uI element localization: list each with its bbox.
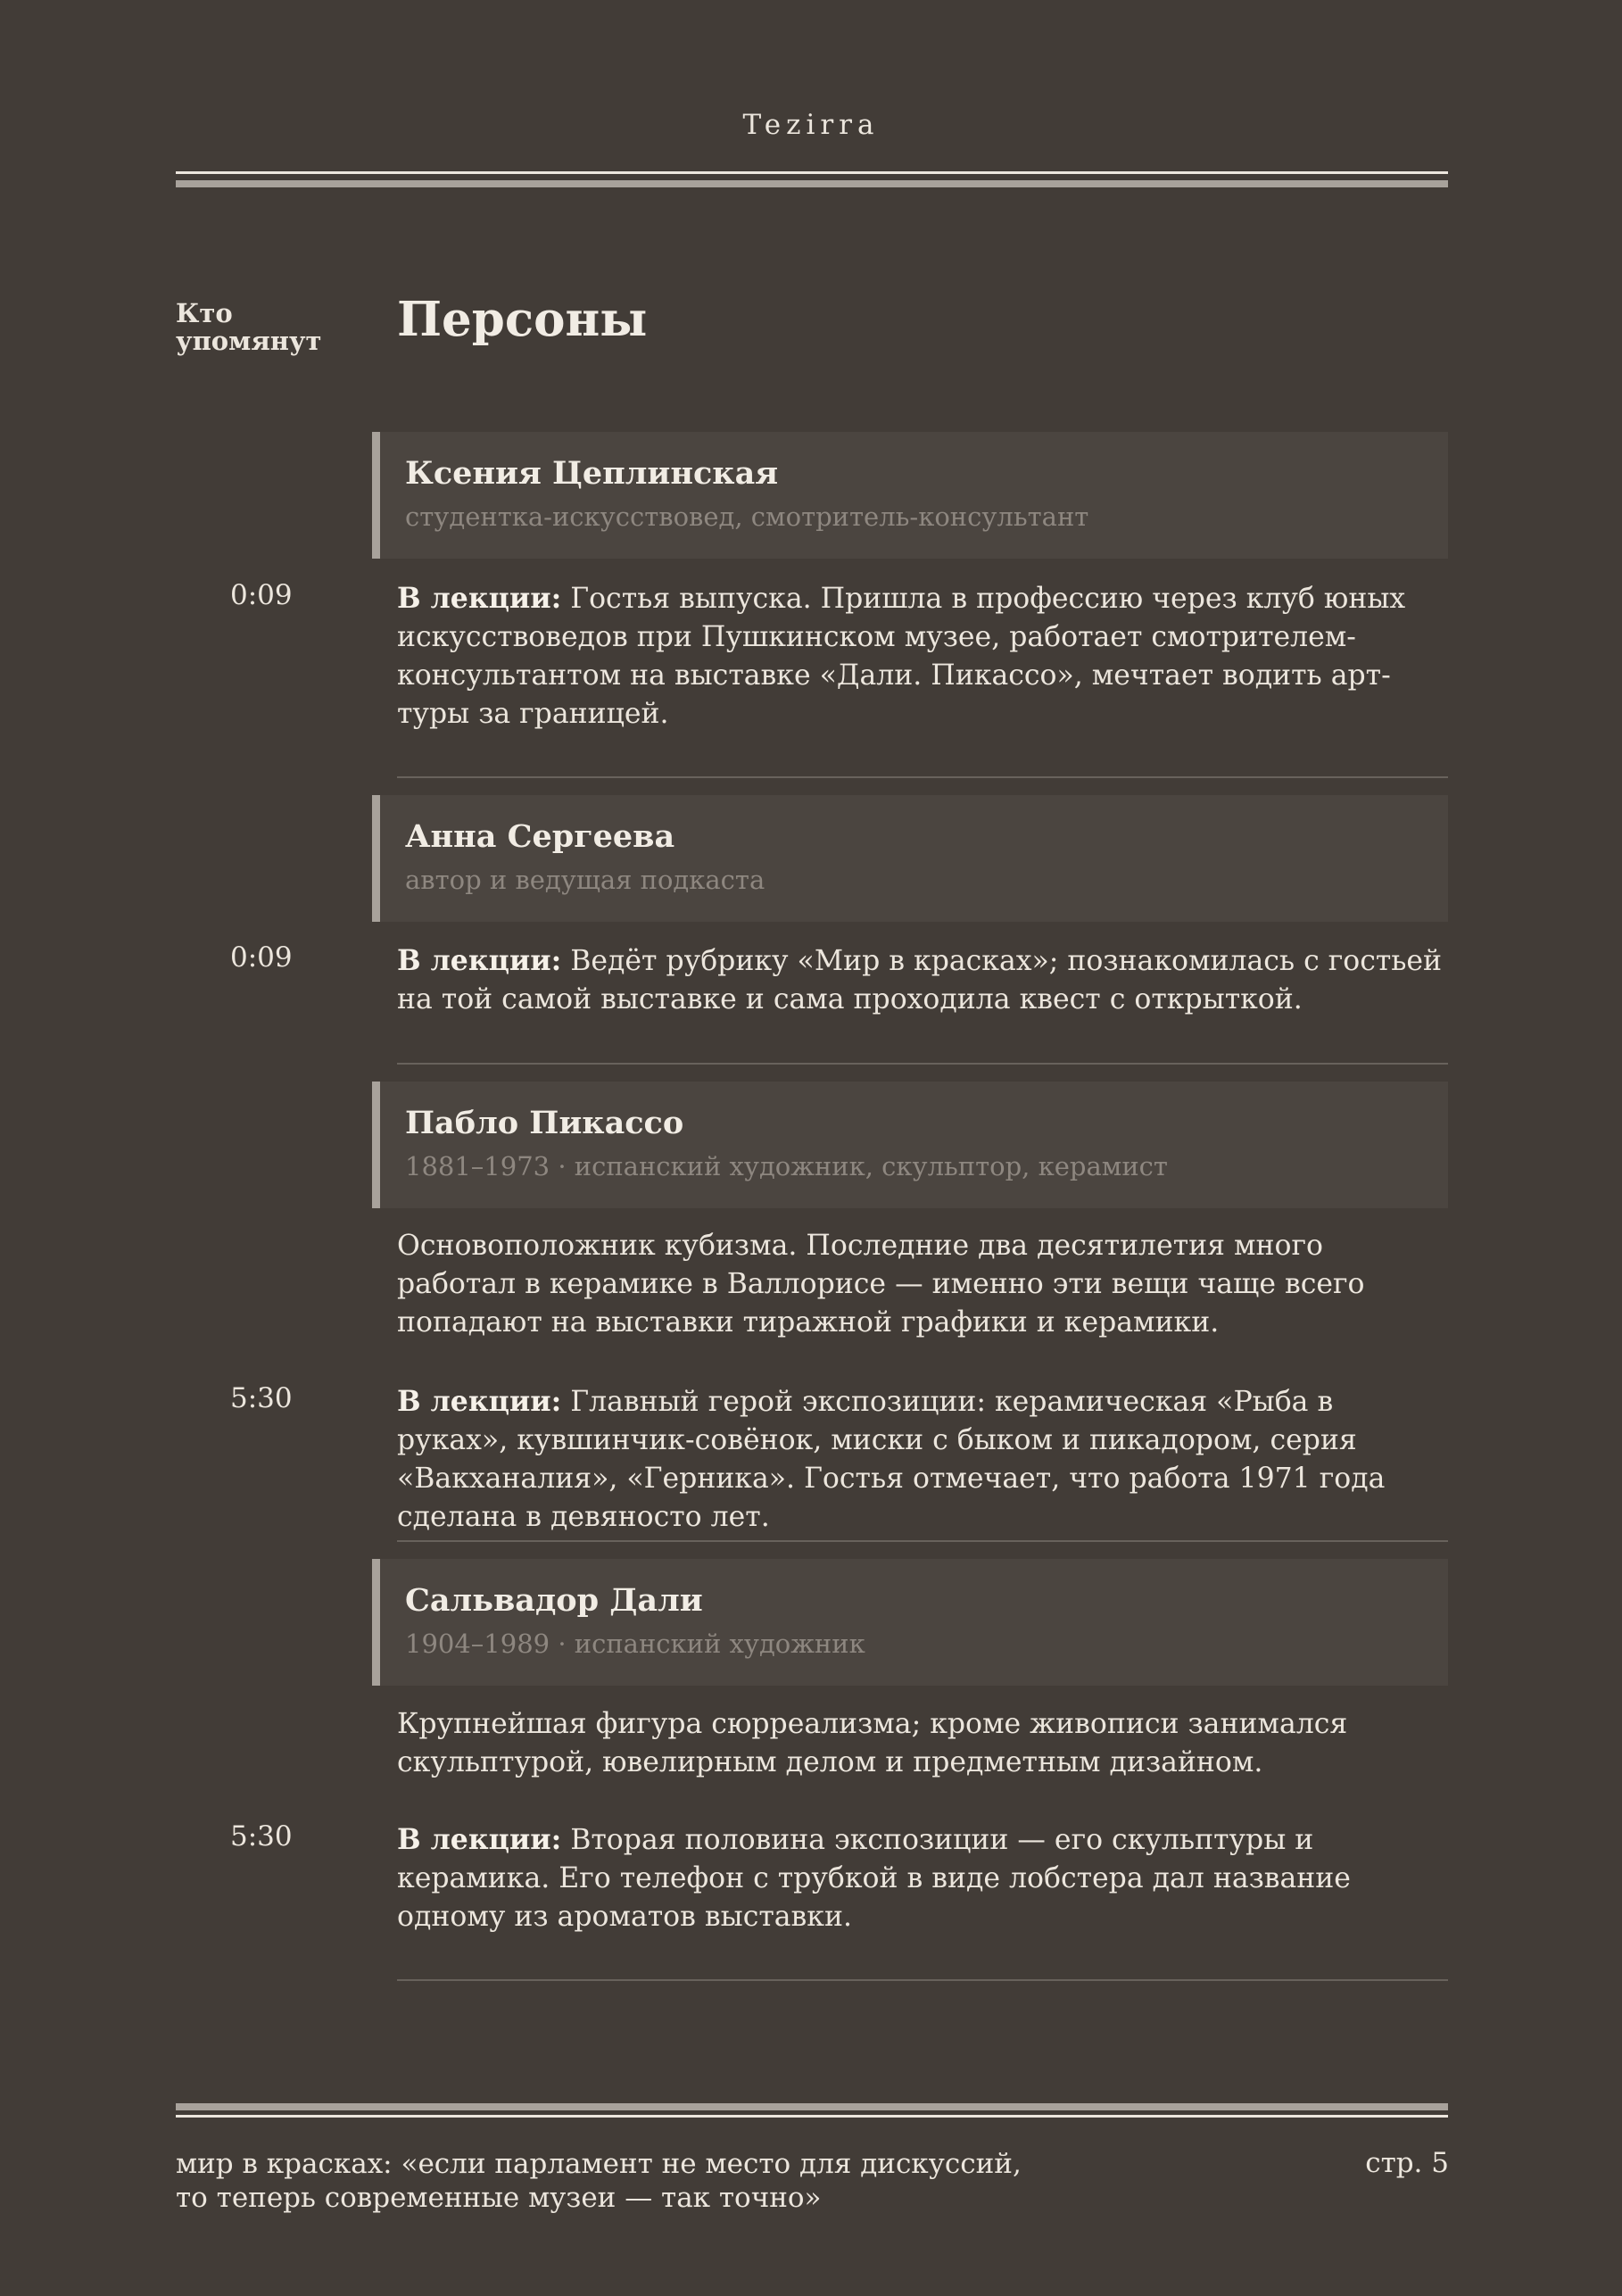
in-lecture-body: Вторая половина экспозиции — его скульптуры и керамика. Его телефон с трубкой в виде лобстера дал название одному из ароматов выставки. [397,1824,1351,1933]
in-lecture-body: Главный герой экспозиции: керамическая «Рыба в руках», кувшинчик-совёнок, миски с быком и пикадором, серия «Вакханалия», «Герника». Гостья отмечает, что работа 1971 года сделана в девяносто лет. [397,1386,1386,1533]
in-lecture-label: В лекции: [397,944,562,977]
person-name: Анна Сергеева [405,818,675,855]
separator [397,1540,1448,1542]
in-lecture-text [397,1820,1450,1936]
brand-title: Tezirra [742,109,880,141]
person-role: 1881–1973 · испанский художник, скульптор, керамист [405,1151,1168,1181]
footer-title-line1: мир в красках: «если парламент не место для дискуссий, [176,2148,1022,2180]
timestamp: 0:09 [230,579,293,611]
person-card [372,1082,1448,1208]
in-lecture-text [397,579,1450,734]
separator [397,1979,1448,1981]
timestamp: 5:30 [230,1820,293,1853]
footer-rule-thick [176,2103,1448,2110]
person-card [372,432,1448,559]
header-rule-thin [176,171,1448,174]
side-label-line1: Кто [176,298,233,328]
person-role: студентка-искусствовед, смотритель-консультант [405,501,1089,532]
side-label-line2: упомянут [176,326,322,356]
person-description: Крупнейшая фигура сюрреализма; кроме живописи занимался скульптурой, ювелирным делом и предметным дизайном. [397,1708,1348,1778]
in-lecture-label: В лекции: [397,1385,562,1418]
person-description: Основоположник кубизма. Последние два десятилетия много работал в керамике в Валлорисе — именно эти вещи чаще всего попадают на выставки тиражной графики и керамики. [397,1230,1365,1339]
person-role: 1904–1989 · испанский художник [405,1629,865,1659]
in-lecture-text [397,941,1450,1019]
footer-episode-title [176,2147,1022,2215]
timestamp: 5:30 [230,1382,293,1414]
in-lecture-text [397,1382,1450,1537]
person-card [372,1559,1448,1686]
timestamp: 0:09 [230,941,293,974]
section-side-label [176,300,322,355]
footer-rule-thin [176,2115,1448,2118]
header-rule-thick [176,180,1448,187]
person-name: Ксения Цеплинская [405,455,779,492]
page-number: стр. 5 [1365,2147,1449,2179]
person-card [372,795,1448,922]
person-role: автор и ведущая подкаста [405,865,765,895]
in-lecture-label: В лекции: [397,1823,562,1856]
in-lecture-label: В лекции: [397,582,562,615]
in-lecture-body: Гостья выпуска. Пришла в профессию через клуб юных искусствоведов при Пушкинском музее, работает смотрителем-консультантом на выставке «Дали. Пикассо», мечтает водить арт-туры за границей. [397,583,1406,730]
in-lecture-body: Ведёт рубрику «Мир в красках»; познакомилась с гостьей на той самой выставке и сама проходила квест с открыткой. [397,945,1443,1015]
separator [397,776,1448,778]
page-title: Персоны [397,292,648,347]
footer-title-line2: то теперь современные музеи — так точно» [176,2182,822,2214]
person-name: Сальвадор Дали [405,1582,703,1619]
person-name: Пабло Пикассо [405,1105,684,1141]
separator [397,1063,1448,1065]
